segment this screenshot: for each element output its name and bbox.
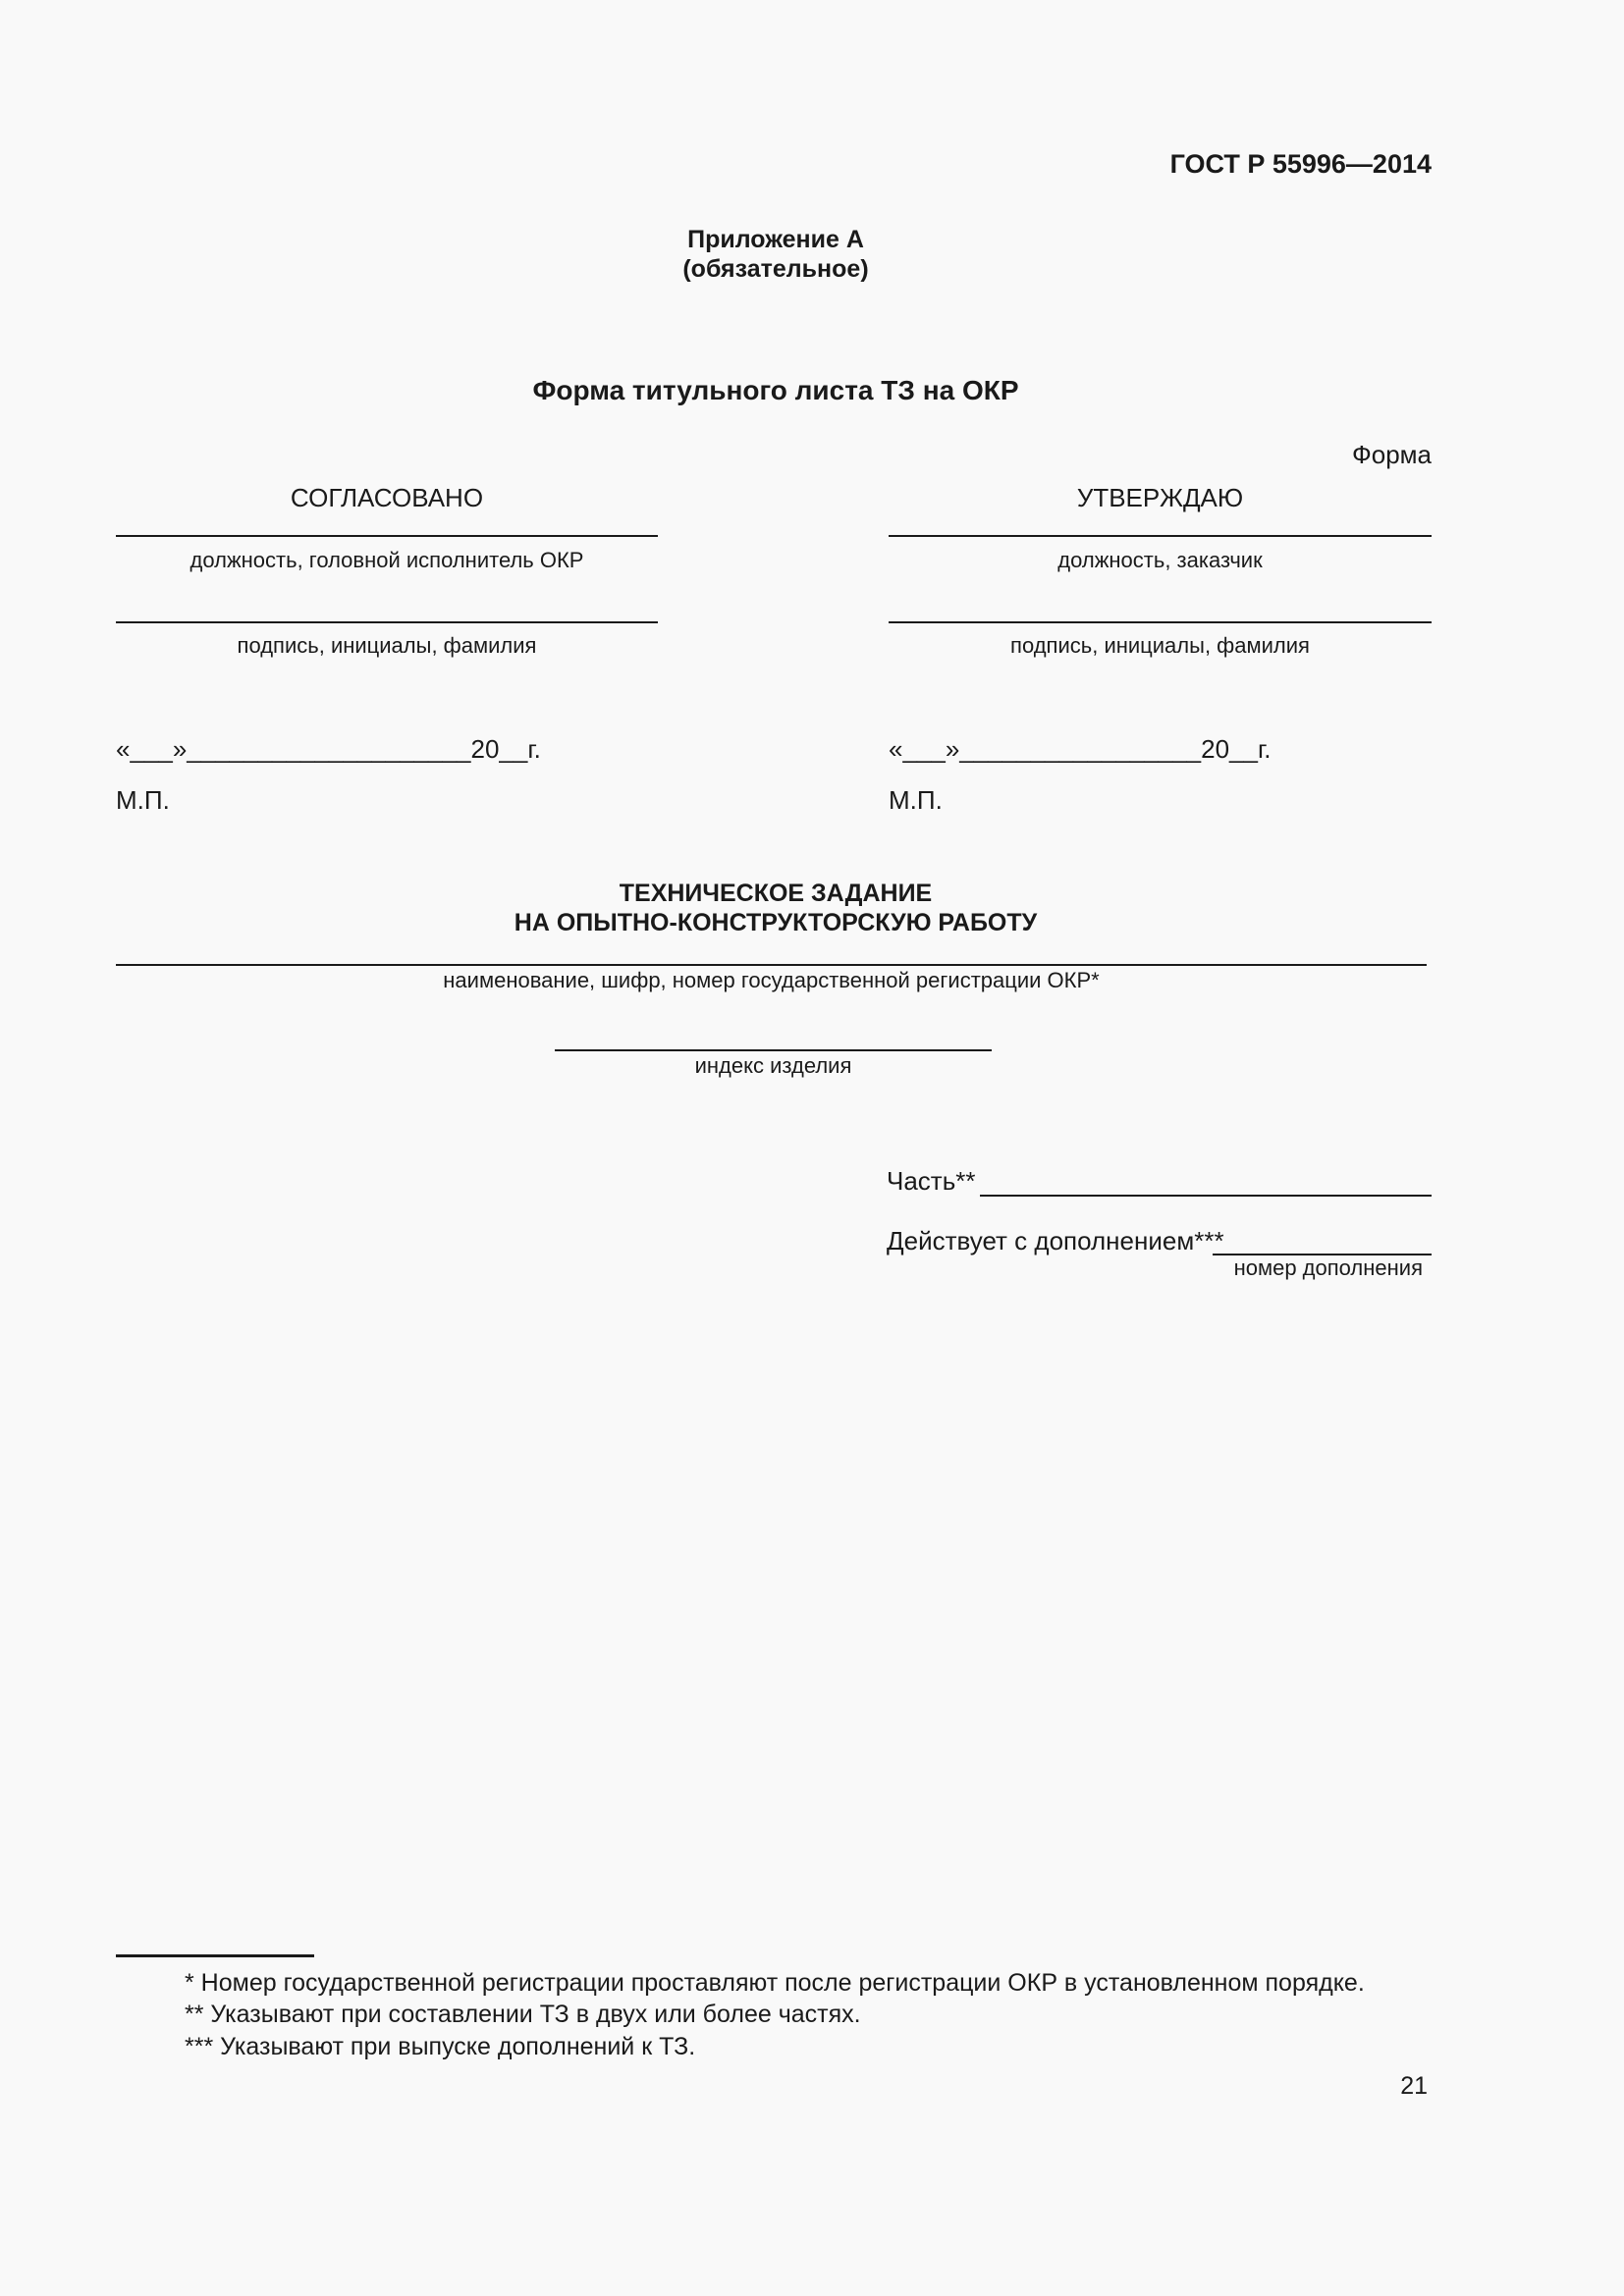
- stamp-right: М.П.: [889, 785, 943, 815]
- appendix-status: (обязательное): [682, 255, 869, 283]
- supplement-label: Действует с дополнением***: [887, 1226, 1224, 1255]
- part-label: Часть**: [887, 1166, 976, 1196]
- page-title: Форма титульного листа ТЗ на ОКР: [532, 375, 1019, 405]
- stamp-left: М.П.: [116, 785, 170, 815]
- page-number: 21: [1400, 2072, 1428, 2100]
- form-label: Форма: [1351, 440, 1432, 469]
- signature-caption-left: подпись, инициалы, фамилия: [237, 633, 537, 658]
- footnote-2: ** Указывают при составлении ТЗ в двух или более частях.: [185, 2001, 861, 2028]
- signature-caption-right: подпись, инициалы, фамилия: [1010, 633, 1310, 658]
- position-caption-right: должность, заказчик: [1057, 548, 1263, 572]
- document-title-line2: НА ОПЫТНО-КОНСТРУКТОРСКУЮ РАБОТУ: [514, 909, 1038, 936]
- supplement-caption: номер дополнения: [1233, 1255, 1423, 1280]
- position-caption-left: должность, головной исполнитель ОКР: [189, 548, 584, 572]
- part-line: [980, 1195, 1432, 1197]
- name-caption: наименование, шифр, номер государственной регистрации ОКР*: [443, 968, 1100, 992]
- footnote-1: * Номер государственной регистрации проставляют после регистрации ОКР в установленном порядке.: [185, 1969, 1365, 1997]
- name-line: [116, 964, 1427, 966]
- standard-id: ГОСТ Р 55996—2014: [1169, 149, 1432, 179]
- index-caption: индекс изделия: [694, 1053, 852, 1078]
- index-line: [555, 1049, 992, 1051]
- footnote-separator: [116, 1954, 314, 1957]
- document-title-line1: ТЕХНИЧЕСКОЕ ЗАДАНИЕ: [619, 880, 933, 907]
- footnote-3: *** Указывают при выпуске дополнений к ТЗ.: [185, 2033, 696, 2060]
- position-line-left: [116, 535, 658, 537]
- approval-right-heading: УТВЕРЖДАЮ: [1076, 483, 1244, 512]
- appendix-label: Приложение А: [687, 226, 864, 253]
- position-line-right: [889, 535, 1432, 537]
- date-line-left: «___»____________________20__г.: [116, 734, 541, 764]
- approval-left-heading: СОГЛАСОВАНО: [290, 483, 484, 512]
- signature-line-right: [889, 621, 1432, 623]
- signature-line-left: [116, 621, 658, 623]
- date-line-right: «___»_________________20__г.: [889, 734, 1272, 764]
